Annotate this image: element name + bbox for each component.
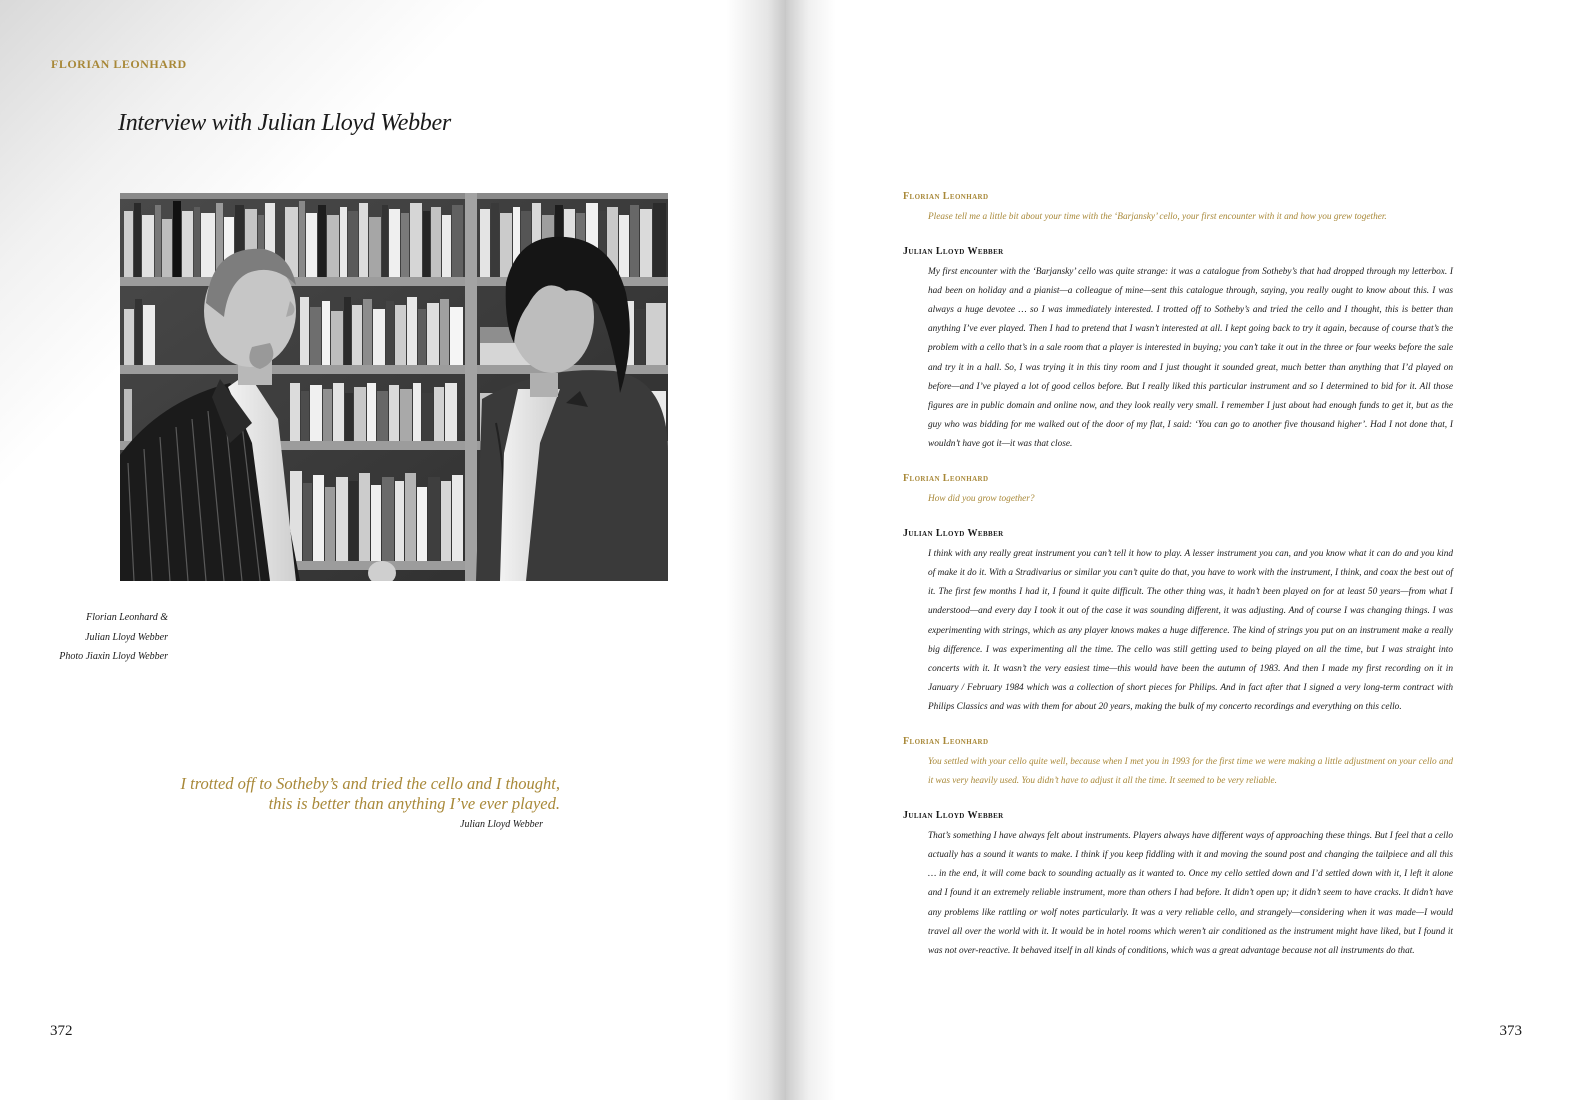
question-text: How did you grow together? xyxy=(928,494,1035,505)
question-text: Please tell me a little bit about your time with the ‘Barjansky’ cello, your first encounter with it and how you grew together. xyxy=(928,212,1387,222)
right-page xyxy=(786,0,1572,1100)
gutter-shadow-left xyxy=(726,0,786,1100)
caption-line: Photo Jiaxin Lloyd Webber xyxy=(59,651,168,662)
interview-block-question xyxy=(903,734,1453,791)
speaker-name: Julian Lloyd Webber xyxy=(903,528,1004,540)
interview-block-answer xyxy=(903,244,1453,454)
speaker-name: Julian Lloyd Webber xyxy=(903,810,1004,822)
interview-photo xyxy=(120,193,668,581)
interview-block-answer xyxy=(903,526,1453,717)
speaker-name: Florian Leonhard xyxy=(903,735,989,747)
speaker-name: Florian Leonhard xyxy=(903,191,989,202)
answer-text: I think with any really great instrument you can’t tell it how to play. A lesser instrument you can, and you know what it can do and you kind of make it do it. With a Stradivarius or similar you can’t quite do that, you have to work with the instrument, I think, and coax the best out of it. The first few months I had it, I found it quite difficult. The other thing was, it hadn’t been played on for at least 50 years—from what I understood—and every day I took it out of the case it was sounding different, it was adjusting. And of course I was changing things. I was experimenting with strings, which as any player knows makes a huge difference. The kind of strings you put on an instrument make a really big difference. I was experimenting all the time. The cello was still getting used to being played on all the time, but I was straight into concerts with it. It wasn’t the very easiest time—this would have been the autumn of 1983. And then I made my first recording on it in January / February 1984 which was a collection of short pieces for Philips. And in fact after that I signed a very long-term contract with Philips Classics and was with them for about 20 years, making the bulk of my concerto recordings and everything on this cello. xyxy=(928,549,1453,712)
question-text: You settled with your cello quite well, because when I met you in 1993 for the first time we were making a little adjustment on your cello and it was very heavily used. You didn’t have to adjust it all the time. It seemed to be very reliable. xyxy=(928,756,1453,787)
speaker-name: Julian Lloyd Webber xyxy=(903,246,1004,258)
running-head: FLORIAN LEONHARD xyxy=(51,57,187,71)
gutter-shadow-right xyxy=(786,0,836,1100)
caption-line: Florian Leonhard & xyxy=(86,612,168,623)
page-number-right: 373 xyxy=(1499,1023,1522,1039)
page-number-left: 372 xyxy=(50,1023,73,1039)
answer-text: My first encounter with the ‘Barjansky’ cello was quite strange: it was a catalogue from Sotheby’s that had dropped through my letterbox. I had been on holiday and a pianist—a colleague of mine—sent this catalogue through, saying, you really ought to know about this. I was always a huge devotee … so I was immediately interested. I trotted off to Sotheby’s and tried the cello and I thought, this is better than anything I’ve ever played. Then I had to pretend that I wasn’t interested at all. I kept going back to try it again, because of course that’s the problem with a cello that’s in a sale room that a player is interested in buying; you can’t take it out in the three or four weeks before the sale and try it in a hall. So, I was trying it in this tiny room and I just thought it sounded great, much better than anything that I’d played on before—and I’ve played a lot of good cellos before. But I really liked this particular instrument and so I determined to bid for it. All those figures are in public domain and online now, and they look really very small. I remember I just about had enough funds to get it, but as the guy who was bidding for me walked out of the door of my flat, I said: ‘You can go to another five thousand higher’. Had I not done that, I wouldn’t have got it—it was that close. xyxy=(928,267,1453,449)
pull-quote xyxy=(180,774,560,814)
interview-block-question xyxy=(903,189,1453,227)
interview-block-question xyxy=(903,471,1453,509)
caption-line: Julian Lloyd Webber xyxy=(85,631,168,643)
page-title: Interview with Julian Lloyd Webber xyxy=(118,110,451,136)
speaker-name: Florian Leonhard xyxy=(903,473,989,485)
pull-quote-line: this is better than anything I’ve ever played. xyxy=(268,794,560,813)
answer-text: That’s something I have always felt about instruments. Players always have different ways of approaching these things. But I feel that a cello actually has a sound it wants to make. I think if you keep fiddling with it and moving the sound post and changing the tailpiece and all this … in the end, it will come back to sounding actually as it wanted to. Once my cello settled down and I’d settled down with it, I left it alone and I found it an extremely reliable instrument, more than others I had before. It didn’t open up; it didn’t seem to have cracks. It didn’t have any problems like rattling or wolf notes particularly. It was a very reliable cello, and strangely—considering when it was made—I would travel all over the world with it. It would be in hotel rooms which weren’t air conditioned as the instrument might have liked, but I found it was not over-reactive. It behaved itself in all kinds of conditions, which was a great advantage because not all instruments do that. xyxy=(928,831,1453,956)
pull-quote-line: I trotted off to Sotheby’s and tried the cello and I thought, xyxy=(180,774,560,793)
pull-quote-attribution: Julian Lloyd Webber xyxy=(460,819,543,830)
photo-caption xyxy=(30,608,168,667)
interview-text xyxy=(903,189,1453,978)
interview-block-answer xyxy=(903,808,1453,961)
